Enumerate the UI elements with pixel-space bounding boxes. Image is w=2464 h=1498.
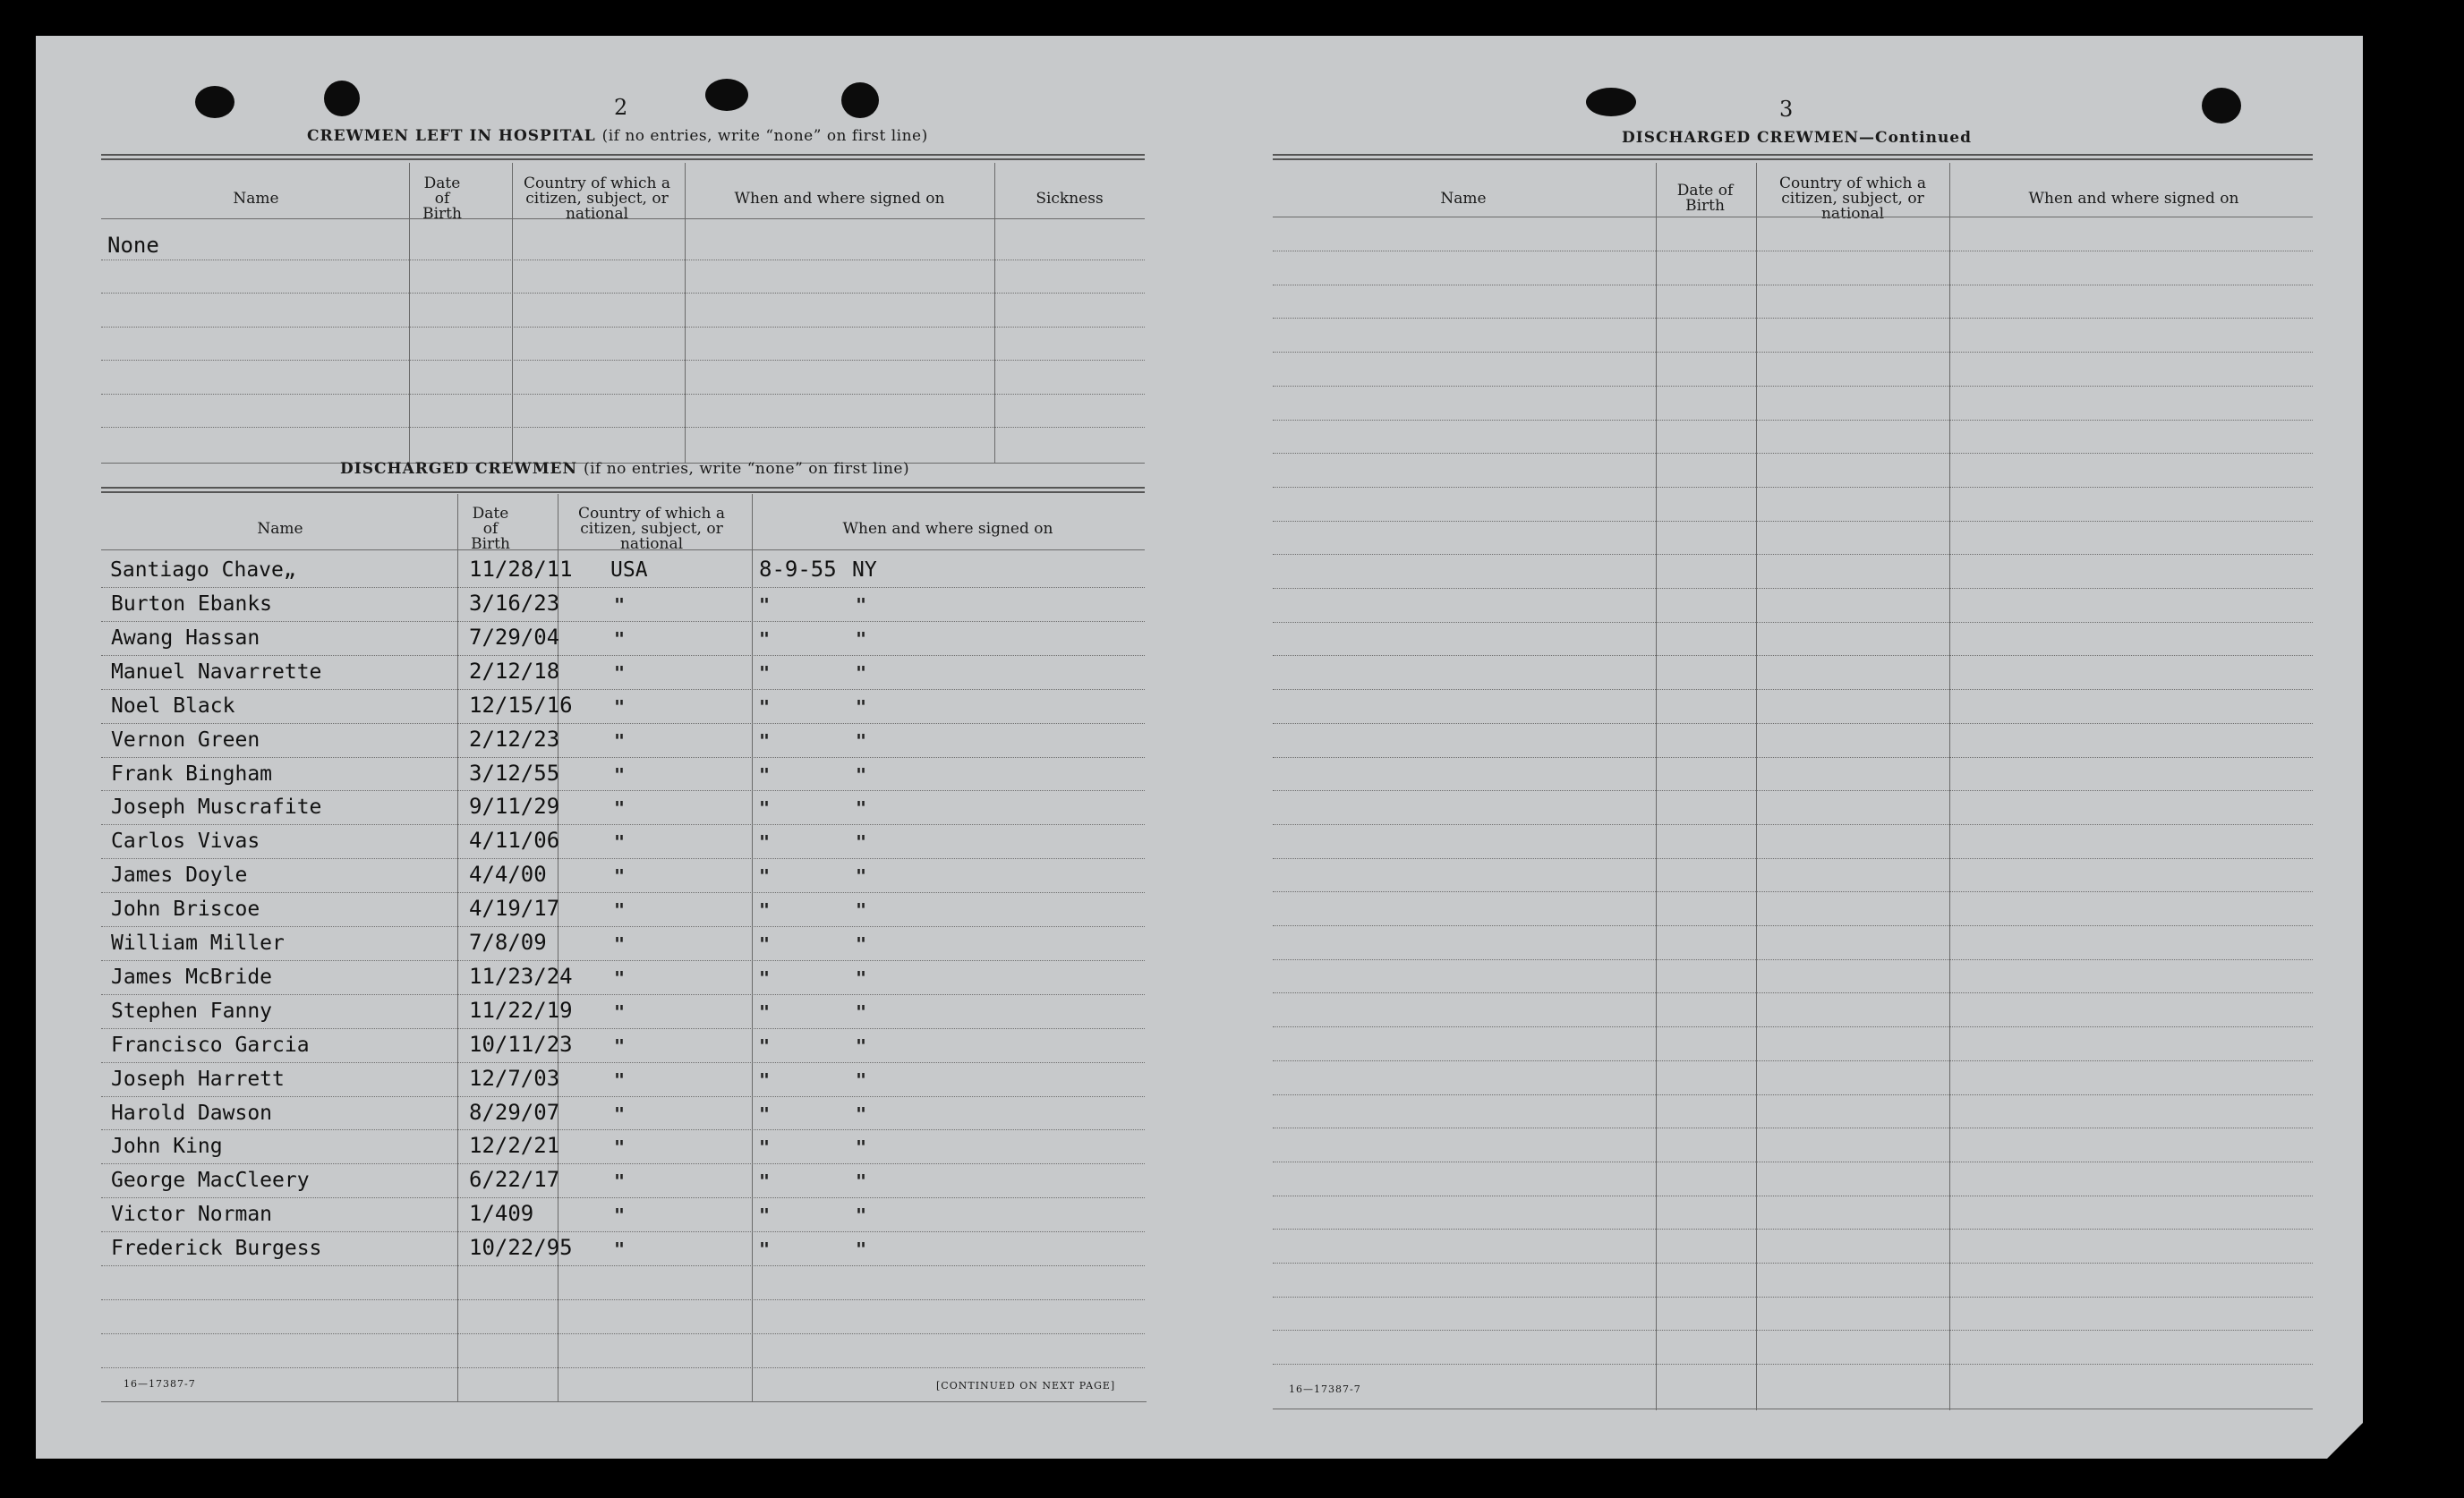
ditto-mark: ": [856, 1068, 867, 1091]
crew-name: Frank Bingham: [111, 762, 273, 786]
discharged-row-rule: [101, 689, 1145, 690]
right-row-rule: [1273, 521, 2313, 522]
crew-dob: 11/28/11: [469, 557, 573, 582]
crew-name: Carlos Vivas: [111, 830, 260, 854]
discharged-row-rule: [101, 621, 1145, 622]
discharged-section-title: [340, 460, 909, 478]
discharged-row-rule: [101, 1163, 1145, 1164]
manifest-sheet: [36, 36, 2363, 1459]
discharged-row-rule: [101, 1062, 1145, 1063]
ditto-mark: ": [614, 1170, 626, 1193]
ditto-mark: ": [614, 763, 626, 786]
ditto-mark: ": [759, 1102, 771, 1125]
crew-dob: 9/11/29: [469, 794, 560, 820]
ditto-mark: ": [614, 1204, 626, 1227]
right-row-rule: [1273, 554, 2313, 555]
right-divider: [1756, 163, 1757, 1410]
right-divider: [1949, 163, 1950, 1410]
ditto-mark: ": [856, 865, 867, 888]
ditto-mark: ": [856, 899, 867, 922]
crew-dob: 6/22/17: [469, 1167, 560, 1193]
right-divider: [1656, 163, 1657, 1410]
hospital-row-rule: [101, 293, 1145, 294]
hospital-title-text: CREWMEN LEFT IN HOSPITAL: [307, 127, 596, 145]
crew-dob: 12/2/21: [469, 1133, 560, 1159]
crew-name: Francisco Garcia: [111, 1033, 310, 1057]
right-row-rule: [1273, 1229, 2313, 1230]
ditto-mark: ": [856, 594, 867, 616]
right-row-rule: [1273, 453, 2313, 454]
discharged-bottom-rule: [101, 1401, 1147, 1402]
ditto-mark: ": [759, 1238, 771, 1261]
continued-section-title: DISCHARGED CREWMEN—Continued: [1622, 129, 1973, 147]
right-row-rule: [1273, 622, 2313, 623]
ditto-mark: ": [614, 933, 626, 955]
crew-name: Stephen Fanny: [111, 999, 273, 1023]
hospital-top-rule: [101, 154, 1145, 160]
crew-dob: 1/409: [469, 1201, 534, 1227]
ditto-mark: ": [614, 1136, 626, 1159]
crew-name: Victor Norman: [111, 1203, 273, 1227]
hospital-col-signed: When and where signed on: [734, 189, 945, 208]
ditto-mark: ": [856, 1102, 867, 1125]
ditto-mark: ": [856, 695, 867, 718]
right-row-rule: [1273, 757, 2313, 758]
ditto-mark: ": [614, 594, 626, 616]
crew-country: USA: [610, 558, 648, 582]
ditto-mark: ": [856, 661, 867, 684]
right-row-rule: [1273, 959, 2313, 960]
discharged-row-rule: [101, 757, 1145, 758]
ditto-mark: ": [759, 627, 771, 650]
punch-hole: [195, 86, 234, 118]
discharged-row-rule: [101, 723, 1145, 724]
discharged-instruction: (if no entries, write “none” on first line): [583, 460, 910, 478]
hospital-divider: [409, 163, 410, 464]
crew-dob: 2/12/18: [469, 658, 560, 684]
right-row-rule: [1273, 1060, 2313, 1061]
discharged-top-rule: [101, 487, 1145, 493]
right-row-rule: [1273, 420, 2313, 421]
discharged-col-name: Name: [257, 519, 303, 538]
ditto-mark: ": [856, 831, 867, 854]
crew-name: Noel Black: [111, 694, 235, 718]
discharged-row-rule: [101, 655, 1145, 656]
discharged-col-country: Country of which a citizen, subject, or national: [578, 504, 725, 553]
discharged-col-signed: When and where signed on: [842, 519, 1053, 538]
right-row-rule: [1273, 655, 2313, 656]
crew-name: Joseph Muscrafite: [111, 796, 322, 820]
crew-name: Santiago Chave„: [110, 558, 296, 582]
crew-dob: 4/11/06: [469, 828, 560, 854]
hospital-section-title: [307, 127, 928, 145]
punch-hole: [324, 81, 360, 116]
ditto-mark: ": [856, 966, 867, 989]
punch-hole: [841, 82, 879, 118]
hospital-header-rule: [101, 218, 1145, 219]
ditto-mark: ": [759, 1034, 771, 1057]
ditto-mark: ": [614, 729, 626, 752]
crew-dob: 11/22/19: [469, 997, 573, 1023]
discharged-row-rule: [101, 1231, 1145, 1232]
ditto-mark: ": [614, 797, 626, 820]
ditto-mark: ": [759, 729, 771, 752]
ditto-mark: ": [759, 831, 771, 854]
sheet-corner-cut: [2327, 1423, 2363, 1459]
ditto-mark: ": [759, 661, 771, 684]
discharged-row-rule: [101, 1096, 1145, 1097]
right-col-signed: When and where signed on: [2028, 189, 2239, 208]
page-number-left: 2: [614, 95, 628, 120]
ditto-mark: ": [856, 627, 867, 650]
ditto-mark: ": [856, 797, 867, 820]
crew-dob: 11/23/24: [469, 963, 573, 989]
crew-dob: 10/22/95: [469, 1235, 573, 1261]
hospital-divider: [512, 163, 513, 464]
right-row-rule: [1273, 1330, 2313, 1331]
crew-dob: 7/29/04: [469, 624, 560, 650]
continued-note: [CONTINUED ON NEXT PAGE]: [936, 1380, 1116, 1392]
ditto-mark: ": [856, 1034, 867, 1057]
crew-name: Harold Dawson: [111, 1101, 273, 1125]
crew-name: Manuel Navarrette: [111, 660, 322, 684]
ditto-mark: ": [856, 1000, 867, 1023]
crew-dob: 10/11/23: [469, 1031, 573, 1057]
right-row-rule: [1273, 487, 2313, 488]
right-row-rule: [1273, 992, 2313, 993]
right-row-rule: [1273, 790, 2313, 791]
hospital-row-rule: [101, 427, 1145, 428]
hospital-divider: [994, 163, 995, 464]
right-row-rule: [1273, 1094, 2313, 1095]
right-row-rule: [1273, 352, 2313, 353]
crew-dob: 4/4/00: [469, 862, 547, 888]
right-row-rule: [1273, 925, 2313, 926]
ditto-mark: ": [759, 594, 771, 616]
page-number-right: 3: [1779, 97, 1794, 122]
hospital-col-country: Country of which a citizen, subject, or national: [524, 174, 670, 223]
right-row-rule: [1273, 891, 2313, 892]
discharged-row-rule: [101, 960, 1145, 961]
discharged-col-dob: Date of Birth: [471, 504, 510, 553]
ditto-mark: ": [614, 1000, 626, 1023]
crew-name: Awang Hassan: [111, 626, 260, 650]
ditto-mark: ": [759, 1068, 771, 1091]
punch-hole: [2202, 88, 2241, 123]
discharged-row-rule: [101, 824, 1145, 825]
right-row-rule: [1273, 824, 2313, 825]
discharged-row-rule: [101, 858, 1145, 859]
crew-signed-place: NY: [852, 558, 877, 582]
crew-dob: 2/12/23: [469, 726, 560, 752]
ditto-mark: ": [614, 865, 626, 888]
ditto-mark: ": [614, 627, 626, 650]
discharged-title-text: DISCHARGED CREWMEN: [340, 460, 578, 478]
discharged-row-rule: [101, 790, 1145, 791]
right-row-rule: [1273, 689, 2313, 690]
right-col-name: Name: [1440, 189, 1487, 208]
discharged-row-rule: [101, 1299, 1145, 1300]
right-row-rule: [1273, 1364, 2313, 1365]
hospital-col-dob: Date of Birth: [422, 174, 462, 223]
form-number-left: 16—17387-7: [124, 1378, 196, 1390]
crew-name: James Doyle: [111, 864, 248, 888]
ditto-mark: ": [614, 899, 626, 922]
right-row-rule: [1273, 386, 2313, 387]
ditto-mark: ": [614, 1238, 626, 1261]
discharged-row-rule: [101, 1367, 1145, 1368]
discharged-row-rule: [101, 587, 1145, 588]
hospital-row-rule: [101, 394, 1145, 395]
discharged-row-rule: [101, 1333, 1145, 1334]
ditto-mark: ": [856, 1170, 867, 1193]
crew-dob: 4/19/17: [469, 896, 560, 922]
right-col-dob: Date of Birth: [1676, 182, 1734, 215]
ditto-mark: ": [759, 966, 771, 989]
ditto-mark: ": [856, 729, 867, 752]
hospital-instruction: (if no entries, write “none” on first line): [601, 127, 928, 145]
ditto-mark: ": [856, 763, 867, 786]
hospital-col-sickness: Sickness: [1036, 189, 1104, 208]
discharged-header-rule: [101, 549, 1145, 550]
crew-name: Joseph Harrett: [111, 1067, 285, 1091]
ditto-mark: ": [614, 695, 626, 718]
hospital-row-rule: [101, 327, 1145, 328]
crew-signed-date: 8-9-55: [759, 557, 837, 582]
ditto-mark: ": [614, 661, 626, 684]
ditto-mark: ": [856, 1238, 867, 1261]
crew-dob: 3/12/55: [469, 760, 560, 786]
hospital-first-entry: None: [107, 233, 159, 258]
crew-name: John King: [111, 1135, 223, 1159]
form-number-right: 16—17387-7: [1289, 1383, 1361, 1395]
crew-name: James McBride: [111, 965, 273, 989]
punch-hole: [1586, 88, 1636, 116]
ditto-mark: ": [759, 763, 771, 786]
right-col-country: Country of which a citizen, subject, or national: [1779, 174, 1926, 223]
crew-dob: 7/8/09: [469, 930, 547, 955]
ditto-mark: ": [856, 1204, 867, 1227]
ditto-mark: ": [614, 1034, 626, 1057]
ditto-mark: ": [759, 797, 771, 820]
hospital-row-rule: [101, 360, 1145, 361]
ditto-mark: ": [759, 695, 771, 718]
right-row-rule: [1273, 723, 2313, 724]
ditto-mark: ": [759, 899, 771, 922]
discharged-row-rule: [101, 1028, 1145, 1029]
crew-dob: 8/29/07: [469, 1099, 560, 1125]
ditto-mark: ": [759, 1170, 771, 1193]
ditto-mark: ": [856, 933, 867, 955]
crew-name: Vernon Green: [111, 728, 260, 752]
crew-dob: 3/16/23: [469, 591, 560, 616]
crew-name: Burton Ebanks: [111, 592, 273, 616]
right-row-rule: [1273, 1026, 2313, 1027]
discharged-row-rule: [101, 994, 1145, 995]
ditto-mark: ": [614, 831, 626, 854]
right-row-rule: [1273, 1263, 2313, 1264]
hospital-divider: [685, 163, 686, 464]
right-row-rule: [1273, 588, 2313, 589]
ditto-mark: ": [759, 1000, 771, 1023]
ditto-mark: ": [614, 1068, 626, 1091]
ditto-mark: ": [614, 1102, 626, 1125]
ditto-mark: ": [759, 865, 771, 888]
right-top-rule: [1273, 154, 2313, 160]
ditto-mark: ": [614, 966, 626, 989]
ditto-mark: ": [856, 1136, 867, 1159]
discharged-row-rule: [101, 1265, 1145, 1266]
crew-name: William Miller: [111, 932, 285, 955]
discharged-row-rule: [101, 926, 1145, 927]
crew-name: John Briscoe: [111, 898, 260, 922]
discharged-row-rule: [101, 1129, 1145, 1130]
right-row-rule: [1273, 858, 2313, 859]
ditto-mark: ": [759, 1204, 771, 1227]
discharged-row-rule: [101, 892, 1145, 893]
ditto-mark: ": [759, 1136, 771, 1159]
right-row-rule: [1273, 318, 2313, 319]
discharged-row-rule: [101, 1197, 1145, 1198]
crew-name: George MacCleery: [111, 1169, 310, 1193]
crew-name: Frederick Burgess: [111, 1237, 322, 1261]
punch-hole: [705, 79, 748, 111]
crew-dob: 12/7/03: [469, 1065, 560, 1091]
crew-dob: 12/15/16: [469, 692, 573, 718]
right-row-rule: [1273, 1297, 2313, 1298]
hospital-col-name: Name: [233, 189, 279, 208]
ditto-mark: ": [759, 933, 771, 955]
